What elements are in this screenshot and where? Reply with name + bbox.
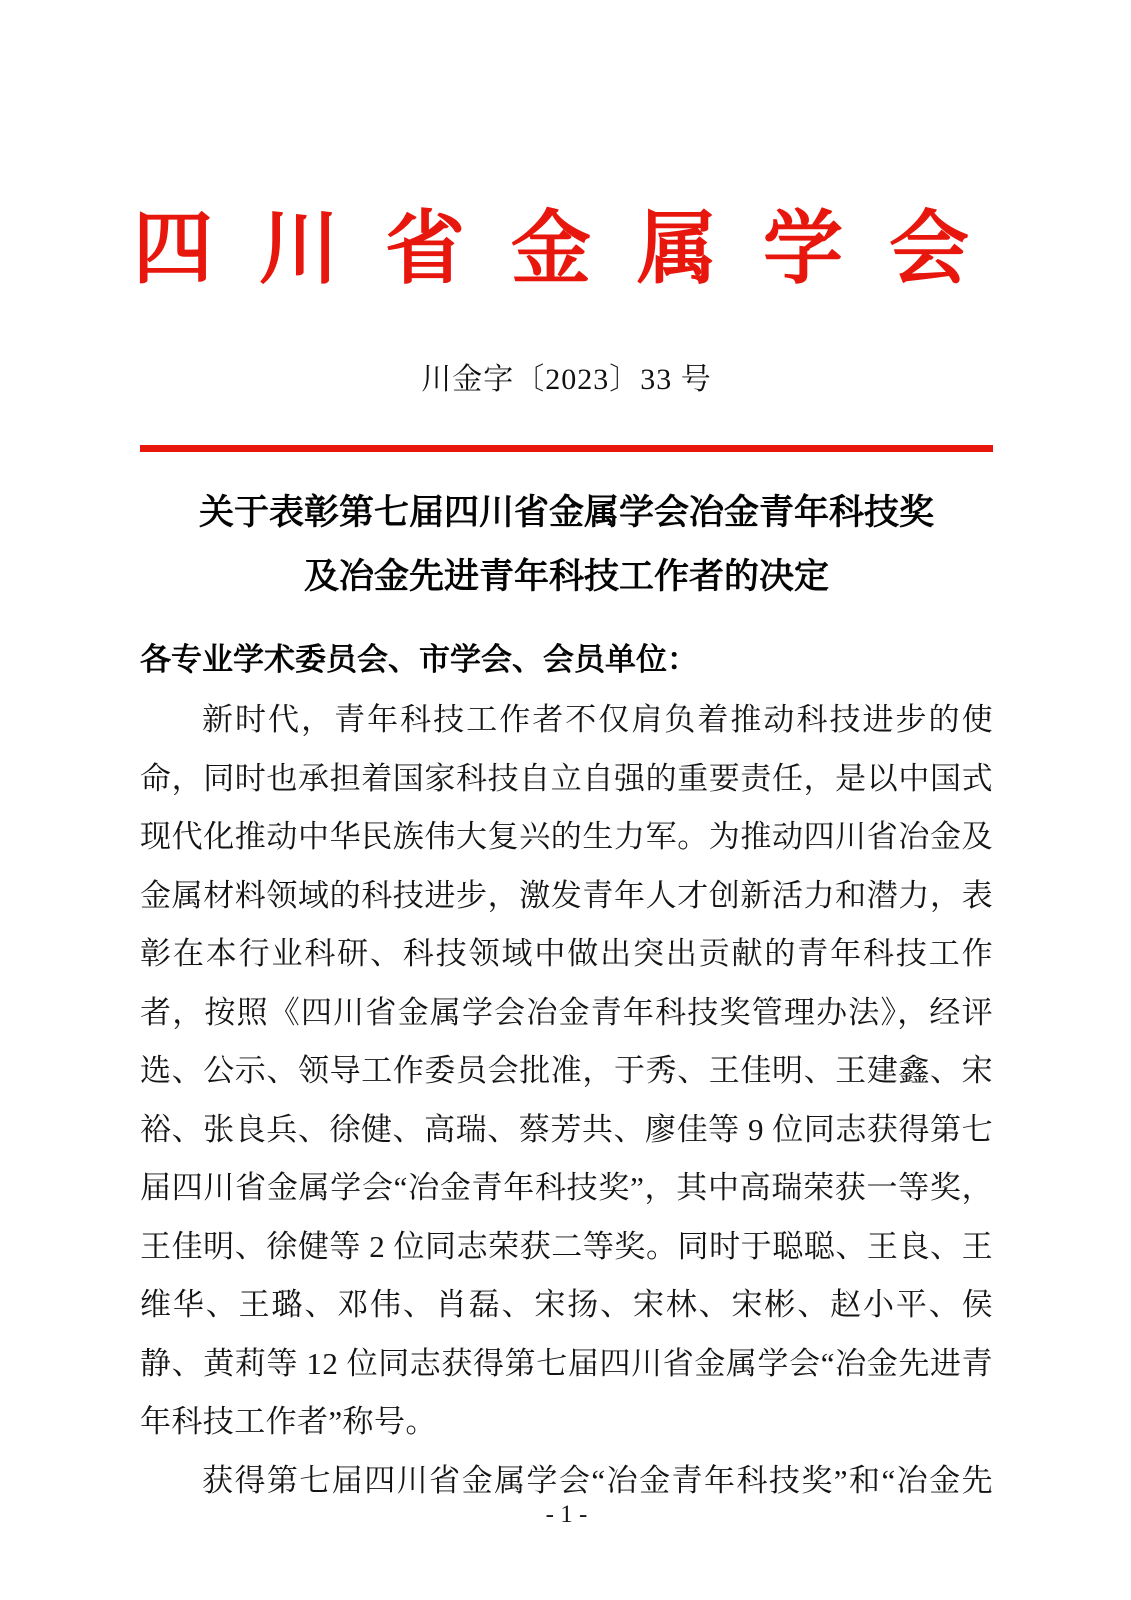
salutation-line: 各专业学术委员会、市学会、会员单位： bbox=[140, 642, 698, 677]
doc-reference-number: 川金字〔2023〕33 号 bbox=[421, 363, 712, 396]
document-title-line1: 关于表彰第七届四川省金属学会冶金青年科技奖 bbox=[198, 493, 934, 532]
document-title bbox=[140, 481, 993, 609]
document-title-line2: 及冶金先进青年科技工作者的决定 bbox=[303, 557, 829, 596]
body-paragraph-2: 获得第七届四川省金属学会“冶金青年科技奖”和“冶金先 bbox=[202, 1462, 993, 1498]
body-paragraph-1: 新时代，青年科技工作者不仅肩负着推动科技进步的使命，同时也承担着国家科技自立自强的重要责任，是以中国式现代化推动中华民族伟大复兴的生力军。为推动四川省冶金及金属材料领域的科技进步，激发青年人才创新活力和潜力，表彰在本行业科研、科技领域中做出突出贡献的青年科技工作者，按照《四川省金属学会冶金青年科技奖管理办法》，经评选、公示、领导工作委员会批准，于秀、王佳明、王建鑫、宋裕、张良兵、徐健、高瑞、蔡芳共、廖佳等 9 位同志获得第七届四川省金属学会“冶金青年科技奖”，其中高瑞荣获一等奖，王佳明、徐健等 2 位同志荣获二等奖。同时于聪聪、王良、王维华、王璐、邓伟、肖磊、宋扬、宋林、宋彬、赵小平、侯静、黄莉等 12 位同志获得第七届四川省金属学会“冶金先进青年科技工作者”称号。 bbox=[140, 702, 993, 1439]
org-name-header: 四川省金属学会 bbox=[133, 206, 1015, 294]
red-divider-line bbox=[140, 445, 993, 452]
page-number: - 1 - bbox=[545, 1501, 588, 1528]
document-body bbox=[140, 691, 993, 1510]
